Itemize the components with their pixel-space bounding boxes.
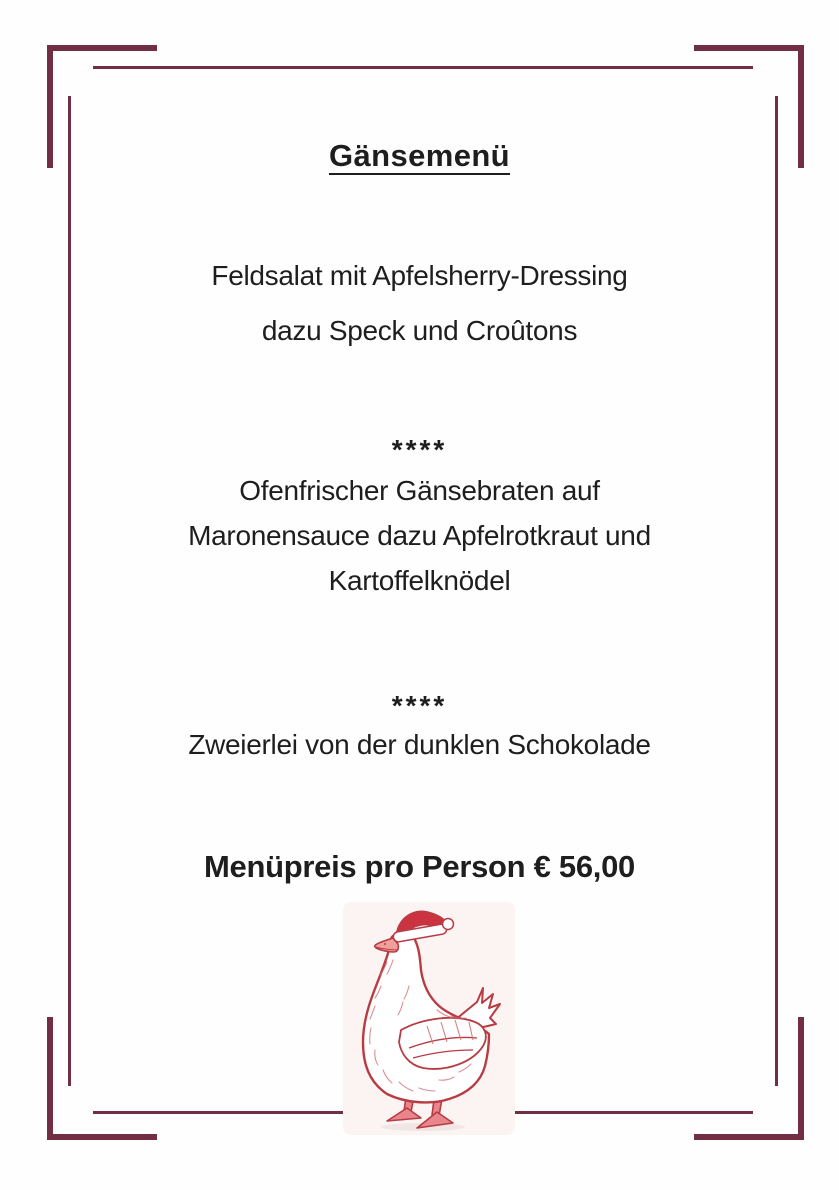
course-separator-1: **** [391, 434, 448, 465]
main-course-line-3: Kartoffelknödel [328, 565, 511, 596]
menu-price: Menüpreis pro Person € 56,00 [204, 849, 635, 884]
starter-line-1: Feldsalat mit Apfelsherry-Dressing [211, 260, 628, 291]
christmas-goose-icon [343, 902, 515, 1135]
frame-corner-bottom-right [694, 1017, 804, 1140]
christmas-goose-illustration [343, 902, 515, 1135]
dessert-line-1: Zweierlei von der dunklen Schokolade [188, 729, 651, 760]
course-separator-2: **** [391, 690, 448, 721]
frame-corner-bottom-left [47, 1017, 157, 1140]
frame-line-top [93, 66, 753, 69]
main-course-line-1: Ofenfrischer Gänsebraten auf [239, 475, 600, 506]
starter-line-2: dazu Speck und Croûtons [261, 315, 578, 346]
main-course-line-2: Maronensauce dazu Apfelrotkraut und [188, 520, 651, 551]
menu-title: Gänsemenü [328, 138, 511, 173]
